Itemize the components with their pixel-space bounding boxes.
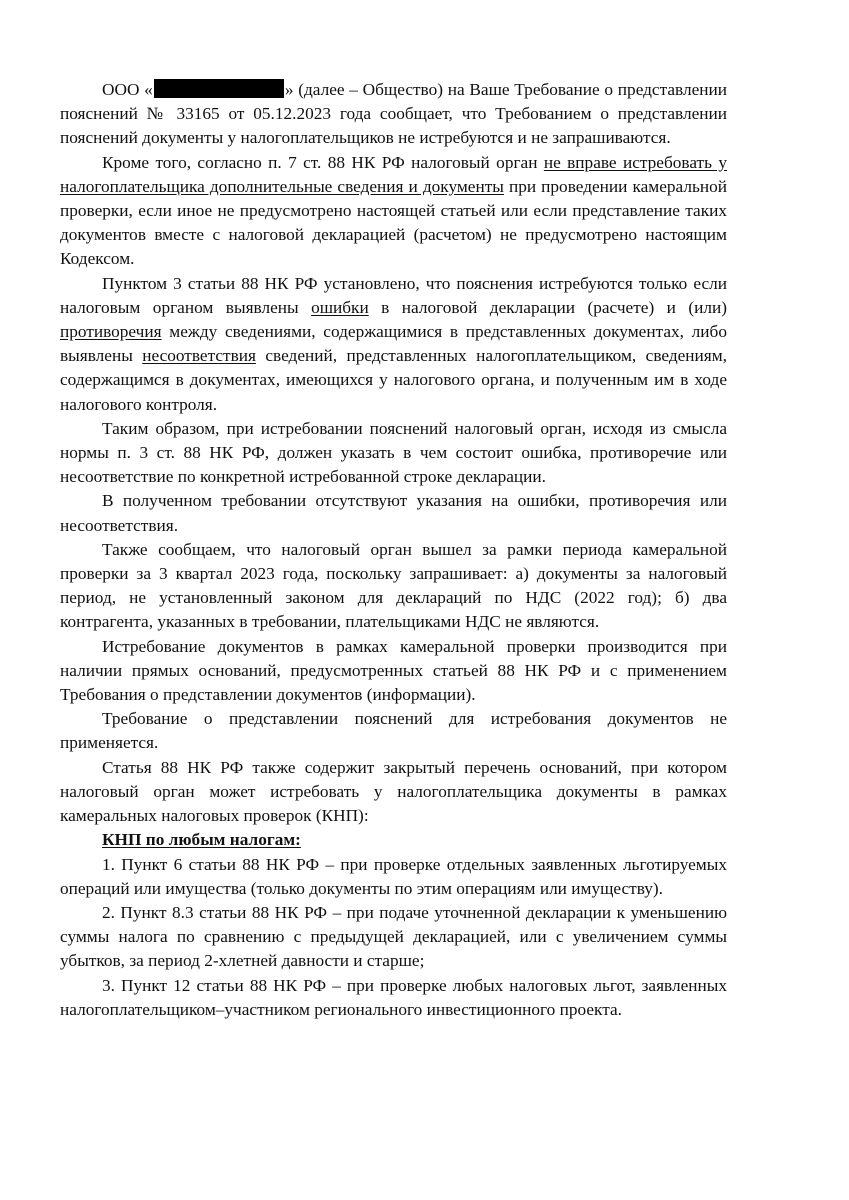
list-item: 3. Пункт 12 статьи 88 НК РФ – при проверке любых налоговых льгот, заявленных налогоплательщиком–участником регионального инвестиционного проекта.: [60, 975, 727, 1019]
underlined-word-errors: ошибки: [311, 297, 369, 317]
paragraph-clause-7: Кроме того, согласно п. 7 ст. 88 НК РФ налоговый орган не вправе истребовать у налогоплательщика дополнительные сведения и документы при проведении камеральной проверки, если иное не предусмотрено настоящей статьей или если представление таких документов вместе с налоговой декларацией (расчетом) не предусмотрено настоящим Кодексом.: [60, 152, 727, 269]
underlined-word-inconsistencies: несоответствия: [142, 346, 256, 366]
paragraph-closed-list: Статья 88 НК РФ также содержит закрытый перечень оснований, при котором налоговый орган может истребовать у налогоплательщика документы в рамках камеральных налоговых проверок (КНП):: [60, 757, 727, 826]
paragraph-intro: ООО « » (далее – Общество) на Ваше Требование о представлении пояснений № 33165 от 05.12.2023 года сообщает, что Требованием о представлении пояснений документы у налогоплательщиков не истребуются и не запрашиваются.: [60, 80, 728, 148]
paragraph-clause-3: Пунктом 3 статьи 88 НК РФ установлено, что пояснения истребуются только если налоговым органом выявлены ошибки в налоговой декларации (расчете) и (или) противоречия между сведениями, содержащимися в представленных документах, либо выявлены несоответствия сведений, представленных налогоплательщиком, сведениям, содержащимся в документах, имеющихся у налогового органа, и полученным им в ходе налогового контроля.: [60, 273, 727, 414]
paragraph-absence: В полученном требовании отсутствуют указания на ошибки, противоречия или несоответствия.: [60, 491, 727, 535]
paragraph-not-applicable: Требование о представлении пояснений для истребования документов не применяется.: [60, 709, 727, 753]
document-page: [60, 78, 727, 1022]
redaction-block: [154, 79, 284, 98]
section-heading: КНП по любым налогам:: [102, 830, 301, 850]
paragraph-conclusion: Таким образом, при истребовании пояснений налоговый орган, исходя из смысла нормы п. 3 ст. 88 НК РФ, должен указать в чем состоит ошибка, противоречие или несоответствие по конкретной истребованной строке декларации.: [60, 418, 727, 487]
underlined-word-contradictions: противоречия: [60, 322, 162, 342]
paragraph-period: Также сообщаем, что налоговый орган вышел за рамки периода камеральной проверки за 3 квартал 2023 года, поскольку запрашивает: а) документы за налоговый период, не установленный законом для деклараций по НДС (2022 год); б) два контрагента, указанных в требовании, плательщиками НДС не являются.: [60, 539, 727, 632]
list-item: 2. Пункт 8.3 статьи 88 НК РФ – при подаче уточненной декларации к уменьшению суммы налога по сравнению с предыдущей декларацией, или с увеличением суммы убытков, за период 2-хлетней давности и старше;: [60, 902, 727, 971]
paragraph-grounds: Истребование документов в рамках камеральной проверки производится при наличии прямых оснований, предусмотренных статьей 88 НК РФ и с применением Требования о представлении документов (информации).: [60, 636, 727, 705]
list-item: 1. Пункт 6 статьи 88 НК РФ – при проверке отдельных заявленных льготируемых операций или имущества (только документы по этим операциям или имуществу).: [60, 854, 727, 898]
underlined-phrase: не вправе истребовать у налогоплательщика дополнительные сведения и документы: [60, 152, 727, 196]
